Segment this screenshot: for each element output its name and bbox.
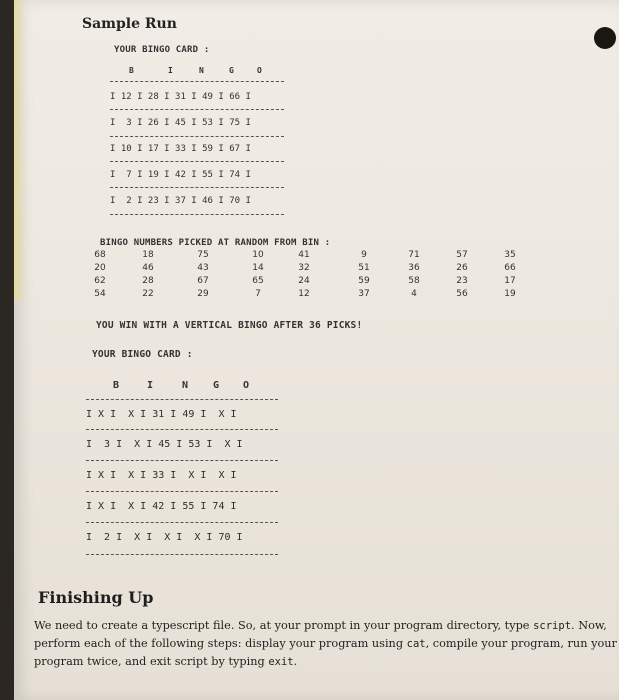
- picked-number: 19: [504, 289, 516, 299]
- picked-number: 71: [408, 250, 420, 260]
- card1-header-g: G: [229, 66, 234, 75]
- card2-row: I X I X I 33 I X I X I: [86, 470, 237, 481]
- card2-divider: [86, 522, 278, 523]
- card1-row: I 2 I 23 I 37 I 46 I 70 I: [110, 196, 251, 206]
- picked-number: 20: [94, 263, 106, 273]
- picked-number: 59: [358, 276, 370, 286]
- card2-header-b: B: [113, 380, 120, 391]
- picked-number: 24: [298, 276, 310, 286]
- finishing-text-2: . Now, perform each of the following steps: display your program using: [34, 619, 607, 650]
- card2-header-g: G: [213, 380, 220, 391]
- picked-number: 36: [408, 263, 420, 273]
- picked-number: 41: [298, 250, 310, 260]
- picked-number: 17: [504, 276, 516, 286]
- card1-header-o: O: [257, 66, 262, 75]
- card2-header-n: N: [182, 380, 189, 391]
- picked-number: 23: [456, 276, 468, 286]
- code-cat: cat: [406, 638, 426, 650]
- picked-number: 51: [358, 263, 370, 273]
- picked-number: 68: [94, 250, 106, 260]
- picked-number: 43: [197, 263, 209, 273]
- picked-number: 56: [456, 289, 468, 299]
- textbook-page: [14, 0, 619, 700]
- picked-number: 22: [142, 289, 154, 299]
- picked-number: 66: [504, 263, 516, 273]
- win-message: YOU WIN WITH A VERTICAL BINGO AFTER 36 PICKS!: [96, 320, 363, 331]
- card1-header-n: N: [199, 66, 204, 75]
- card2-divider: [86, 491, 278, 492]
- card2-divider: [86, 429, 278, 430]
- card2-divider: [86, 554, 278, 555]
- picked-number: 18: [142, 250, 154, 260]
- card2-divider: [86, 399, 278, 400]
- picked-number: 4: [411, 289, 417, 299]
- card2-divider: [86, 460, 278, 461]
- card1-row: I 10 I 17 I 33 I 59 I 67 I: [110, 144, 251, 154]
- picked-number: 28: [142, 276, 154, 286]
- card1-divider: [110, 161, 284, 162]
- picked-number: 58: [408, 276, 420, 286]
- picked-number: 65: [252, 276, 264, 286]
- card2-row: I 3 I X I 45 I 53 I X I: [86, 439, 243, 450]
- finishing-up-heading: Finishing Up: [38, 588, 154, 607]
- picked-label: BINGO NUMBERS PICKED AT RANDOM FROM BIN :: [100, 238, 331, 248]
- card2-row: I 2 I X I X I X I 70 I: [86, 532, 243, 543]
- picked-number: 10: [252, 250, 264, 260]
- card1-header-i: I: [168, 66, 173, 75]
- picked-number: 14: [252, 263, 264, 273]
- code-exit: exit: [268, 656, 294, 668]
- picked-number: 62: [94, 276, 106, 286]
- picked-number: 46: [142, 263, 154, 273]
- picked-number: 32: [298, 263, 310, 273]
- picked-number: 26: [456, 263, 468, 273]
- finishing-text-3: , compile your program, run your program twice, and exit script by typing: [34, 637, 617, 668]
- card1-row: I 3 I 26 I 45 I 53 I 75 I: [110, 118, 251, 128]
- card1-label: YOUR BINGO CARD :: [114, 45, 210, 55]
- card1-header-b: B: [129, 66, 134, 75]
- card1-divider: [110, 109, 284, 110]
- card2-label: YOUR BINGO CARD :: [92, 349, 193, 360]
- finishing-up-paragraph: [34, 617, 619, 671]
- code-script: script: [533, 620, 572, 632]
- card1-divider: [110, 136, 284, 137]
- picked-number: 37: [358, 289, 370, 299]
- card1-divider: [110, 81, 284, 82]
- picked-number: 29: [197, 289, 209, 299]
- binder-punch-hole: [594, 27, 616, 49]
- picked-number: 54: [94, 289, 106, 299]
- sample-run-heading: Sample Run: [82, 16, 177, 32]
- page-edge-highlight: [14, 0, 26, 300]
- card2-row: I X I X I 42 I 55 I 74 I: [86, 501, 237, 512]
- picked-number: 7: [255, 289, 261, 299]
- card2-header-i: I: [147, 380, 154, 391]
- picked-number: 67: [197, 276, 209, 286]
- picked-number: 57: [456, 250, 468, 260]
- finishing-text-4: .: [293, 655, 298, 668]
- card1-row: I 12 I 28 I 31 I 49 I 66 I: [110, 92, 251, 102]
- picked-number: 12: [298, 289, 310, 299]
- card1-divider: [110, 214, 284, 215]
- card2-header-o: O: [243, 380, 250, 391]
- card1-row: I 7 I 19 I 42 I 55 I 74 I: [110, 170, 251, 180]
- finishing-text-1: We need to create a typescript file. So, at your prompt in your program directory, type: [34, 619, 534, 632]
- card2-row: I X I X I 31 I 49 I X I: [86, 409, 237, 420]
- picked-number: 75: [197, 250, 209, 260]
- picked-number: 35: [504, 250, 516, 260]
- picked-number: 9: [361, 250, 367, 260]
- card1-divider: [110, 187, 284, 188]
